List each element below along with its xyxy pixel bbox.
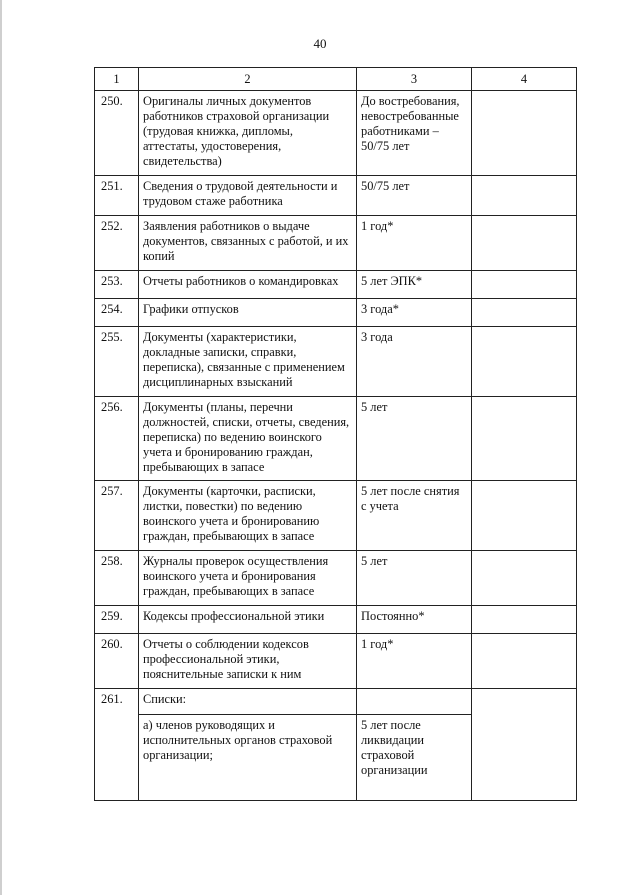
note: [472, 689, 577, 801]
retention-term: 5 лет ЭПК*: [357, 271, 472, 299]
row-number: 252.: [95, 216, 139, 271]
row-number: 256.: [95, 397, 139, 481]
document-name: Оригиналы личных документов работников страховой организации (трудовая книжка, дипломы, аттестаты, удостоверения, свидетельства): [139, 91, 357, 176]
retention-term: 1 год*: [357, 216, 472, 271]
note: [472, 327, 577, 397]
table-row: [95, 606, 577, 634]
document-name: Отчеты работников о командировках: [139, 271, 357, 299]
retention-term: 3 года*: [357, 299, 472, 327]
note: [472, 299, 577, 327]
document-name: Кодексы профессиональной этики: [139, 606, 357, 634]
document-name: а) членов руководящих и исполнительных органов страховой организации;: [139, 715, 357, 801]
retention-term: 5 лет после ликвидации страховой организации: [357, 715, 472, 801]
note: [472, 397, 577, 481]
header-col-1: 1: [95, 68, 139, 91]
page-number: 40: [313, 36, 327, 51]
retention-term: 50/75 лет: [357, 176, 472, 216]
row-number: 258.: [95, 551, 139, 606]
retention-term: 5 лет: [357, 397, 472, 481]
retention-term: 1 год*: [357, 634, 472, 689]
document-name: Документы (карточки, расписки, листки, повестки) по ведению воинского учета и бронированию граждан, пребывающих в запасе: [139, 481, 357, 551]
row-number: 261.: [95, 689, 139, 801]
document-name: Сведения о трудовой деятельности и трудовом стаже работника: [139, 176, 357, 216]
document-name: Журналы проверок осуществления воинского учета и бронирования граждан, пребывающих в запасе: [139, 551, 357, 606]
retention-term: 3 года: [357, 327, 472, 397]
note: [472, 634, 577, 689]
note: [472, 481, 577, 551]
header-col-4: 4: [472, 68, 577, 91]
note: [472, 271, 577, 299]
row-number: 260.: [95, 634, 139, 689]
header-row: [95, 68, 577, 91]
row-number: 257.: [95, 481, 139, 551]
table-row: [95, 271, 577, 299]
table-row-lists-title: [95, 689, 577, 715]
document-name: Графики отпусков: [139, 299, 357, 327]
table-row: [95, 327, 577, 397]
note: [472, 216, 577, 271]
row-number: 251.: [95, 176, 139, 216]
table-row: [95, 397, 577, 481]
retention-term: До востребования, невостребованные работниками – 50/75 лет: [357, 91, 472, 176]
table-row: [95, 216, 577, 271]
retention-term: 5 лет: [357, 551, 472, 606]
note: [472, 551, 577, 606]
table-row: [95, 299, 577, 327]
scan-edge: [0, 0, 2, 895]
note: [472, 91, 577, 176]
header-col-3: 3: [357, 68, 472, 91]
row-number: 250.: [95, 91, 139, 176]
table-row: [95, 481, 577, 551]
row-number: 255.: [95, 327, 139, 397]
retention-term: [357, 689, 472, 715]
retention-term: 5 лет после снятия с учета: [357, 481, 472, 551]
row-number: 253.: [95, 271, 139, 299]
table-row: [95, 634, 577, 689]
header-col-2: 2: [139, 68, 357, 91]
note: [472, 606, 577, 634]
table-row: [95, 176, 577, 216]
document-name: Списки:: [139, 689, 357, 715]
document-name: Документы (характеристики, докладные записки, справки, переписка), связанные с применением дисциплинарных взысканий: [139, 327, 357, 397]
document-name: Отчеты о соблюдении кодексов профессиональной этики, пояснительные записки к ним: [139, 634, 357, 689]
row-number: 259.: [95, 606, 139, 634]
row-number: 254.: [95, 299, 139, 327]
table-row: [95, 91, 577, 176]
retention-term: Постоянно*: [357, 606, 472, 634]
note: [472, 176, 577, 216]
retention-table: [94, 67, 577, 801]
table-row: [95, 551, 577, 606]
document-name: Заявления работников о выдаче документов, связанных с работой, и их копий: [139, 216, 357, 271]
document-name: Документы (планы, перечни должностей, списки, отчеты, сведения, переписка) по ведению воинского учета и бронированию граждан, пребывающих в запасе: [139, 397, 357, 481]
